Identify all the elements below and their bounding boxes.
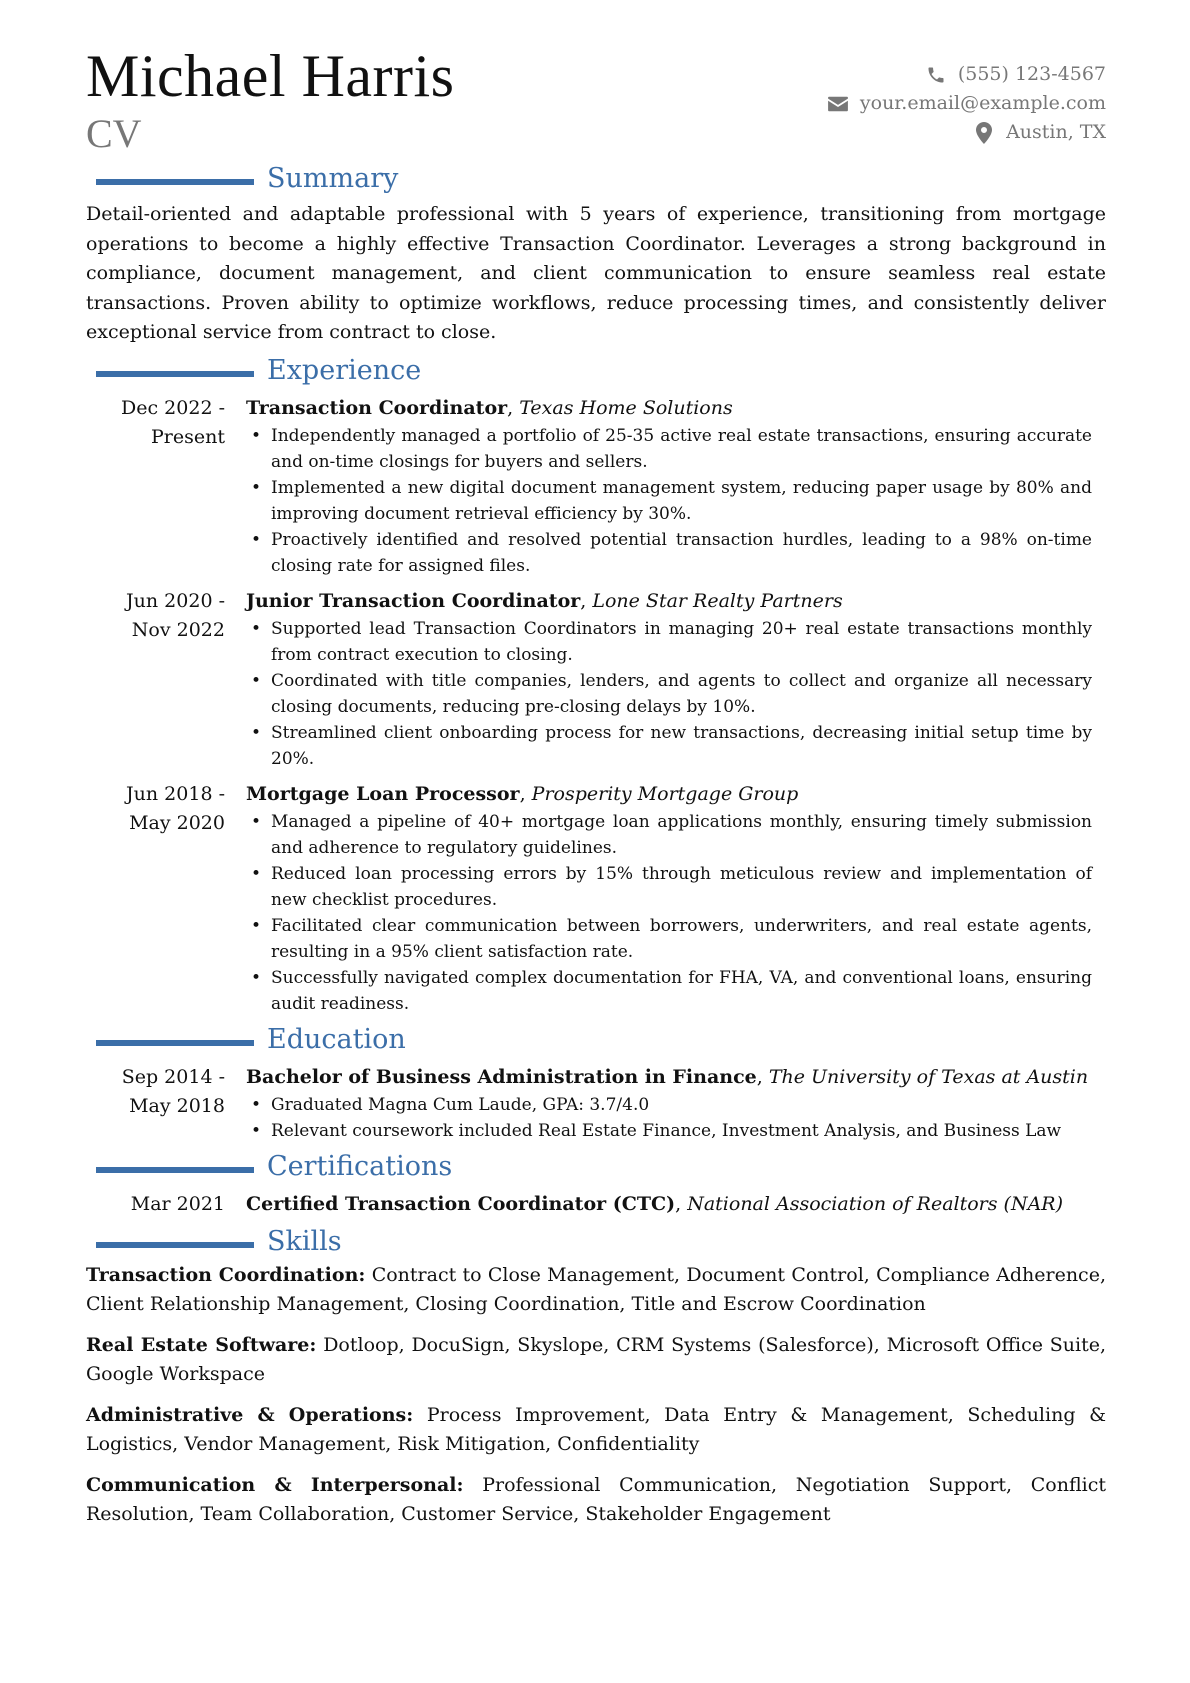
- summary-heading: [86, 164, 1106, 198]
- list-item: • Managed a pipeline of 40+ mortgage loan applications monthly, ensuring timely submission and adherence to regulatory guidelines.: [246, 809, 1106, 861]
- list-item: • Proactively identified and resolved potential transaction hurdles, leading to a 98% on-time closing rate for assigned files.: [246, 527, 1106, 579]
- section-rule: [96, 1242, 254, 1248]
- list-item: • Coordinated with title companies, lenders, and agents to collect and organize all necessary closing documents, reducing pre-closing delays by 10%.: [246, 668, 1106, 720]
- contact-info: [824, 60, 1106, 147]
- list-item: • Reduced loan processing errors by 15% through meticulous review and implementation of new checklist procedures.: [246, 861, 1106, 913]
- skill-label: Transaction Coordination:: [86, 1263, 366, 1286]
- job-title: Transaction Coordinator: [246, 396, 508, 419]
- skill-group: [86, 1401, 1106, 1459]
- list-item: • Streamlined client onboarding process for new transactions, decreasing initial setup time by 20%.: [246, 720, 1106, 772]
- experience-heading: [86, 356, 1106, 390]
- bullet-list: [246, 1092, 1106, 1144]
- entry-date: Dec 2022 - Present: [121, 396, 225, 448]
- section-title: Education: [267, 1023, 406, 1055]
- entry-date: Jun 2020 - Nov 2022: [126, 589, 225, 641]
- entry-heading: Certified Transaction Coordinator (CTC), National Association of Realtors (NAR): [246, 1192, 1064, 1215]
- envelope-icon: [824, 95, 852, 113]
- section-rule: [96, 179, 254, 185]
- phone-icon: [922, 65, 950, 85]
- entry-date: Mar 2021: [130, 1192, 225, 1215]
- contact-location: [824, 118, 1106, 147]
- skill-group: [86, 1261, 1106, 1319]
- skill-label: Administrative & Operations:: [86, 1403, 414, 1426]
- location-text: Austin, TX: [1006, 121, 1106, 143]
- education-heading: [86, 1025, 1106, 1059]
- skills-heading: [86, 1227, 1106, 1261]
- list-item: • Relevant coursework included Real Estate Finance, Investment Analysis, and Business Law: [246, 1118, 1106, 1144]
- skill-text: Contract to Close Management, Document Control, Compliance Adherence, Client Relationship Management, Closing Coordination, Title and Escrow Coordination: [86, 1263, 1106, 1315]
- list-item: • Independently managed a portfolio of 25-35 active real estate transactions, ensuring accurate and on-time closings for buyers and sellers.: [246, 423, 1106, 475]
- education-entry: [86, 1063, 1106, 1144]
- contact-phone: [824, 60, 1106, 89]
- experience-entry: [86, 780, 1106, 1017]
- email-address[interactable]: your.email@example.com: [859, 92, 1106, 114]
- entry-date: Jun 2018 - May 2020: [126, 782, 225, 834]
- issuer: National Association of Realtors (NAR): [687, 1192, 1064, 1215]
- document-subtitle: CV: [86, 111, 142, 156]
- job-title: Mortgage Loan Processor: [246, 782, 520, 805]
- summary-text: Detail-oriented and adaptable professional with 5 years of experience, transitioning from mortgage operations to become a highly effective Transaction Coordinator. Leverages a strong background in compliance, document management, and client communication to ensure seamless real estate transactions. Proven ability to optimize workflows, reduce processing times, and consistently deliver exceptional service from contract to close.: [86, 203, 1106, 343]
- section-rule: [96, 1167, 254, 1173]
- list-item: • Successfully navigated complex documentation for FHA, VA, and conventional loans, ensuring audit readiness.: [246, 965, 1106, 1017]
- skill-text: Professional Communication, Negotiation Support, Conflict Resolution, Team Collaboration, Customer Service, Stakeholder Engagement: [86, 1473, 1107, 1525]
- skill-group: [86, 1331, 1106, 1389]
- map-pin-icon: [970, 122, 998, 144]
- skill-text: Dotloop, DocuSign, Skyslope, CRM Systems (Salesforce), Microsoft Office Suite, Google Workspace: [86, 1333, 1107, 1385]
- skill-label: Communication & Interpersonal:: [86, 1473, 464, 1496]
- section-rule: [96, 1040, 254, 1046]
- bullet-list: [246, 423, 1106, 579]
- employer: Texas Home Solutions: [519, 396, 733, 419]
- candidate-name: Michael Harris: [86, 43, 455, 109]
- institution: The University of Texas at Austin: [768, 1065, 1089, 1088]
- employer: Prosperity Mortgage Group: [531, 782, 799, 805]
- section-rule: [96, 371, 254, 377]
- certifications-heading: [86, 1152, 1106, 1186]
- list-item: • Facilitated clear communication between borrowers, underwriters, and real estate agents, resulting in a 95% client satisfaction rate.: [246, 913, 1106, 965]
- entry-date: Sep 2014 - May 2018: [121, 1065, 225, 1117]
- section-title: Skills: [267, 1225, 342, 1257]
- entry-heading: Mortgage Loan Processor, Prosperity Mortgage Group: [246, 782, 799, 805]
- section-title: Certifications: [267, 1150, 453, 1182]
- skill-text: Process Improvement, Data Entry & Management, Scheduling & Logistics, Vendor Management, Risk Mitigation, Confidentiality: [86, 1403, 1106, 1455]
- skill-group: [86, 1471, 1106, 1529]
- section-title: Summary: [267, 163, 399, 194]
- skill-label: Real Estate Software:: [86, 1333, 317, 1356]
- resume-page: [86, 40, 1106, 1541]
- job-title: Junior Transaction Coordinator: [246, 589, 581, 612]
- experience-entry: [86, 394, 1106, 579]
- section-title: Experience: [267, 354, 422, 386]
- degree-title: Bachelor of Business Administration in Finance: [246, 1065, 757, 1088]
- certification-entry: [86, 1190, 1106, 1219]
- bullet-list: [246, 616, 1106, 772]
- list-item: • Implemented a new digital document management system, reducing paper usage by 80% and improving document retrieval efficiency by 30%.: [246, 475, 1106, 527]
- employer: Lone Star Realty Partners: [592, 589, 843, 612]
- resume-header: [86, 43, 1106, 164]
- contact-email: [824, 89, 1106, 118]
- list-item: • Supported lead Transaction Coordinators in managing 20+ real estate transactions monthly from contract execution to closing.: [246, 616, 1106, 668]
- entry-heading: Bachelor of Business Administration in Finance, The University of Texas at Austin: [246, 1065, 1089, 1088]
- phone-number[interactable]: (555) 123-4567: [957, 63, 1106, 85]
- experience-entry: [86, 587, 1106, 772]
- entry-heading: Junior Transaction Coordinator, Lone Star Realty Partners: [246, 589, 843, 612]
- bullet-list: [246, 809, 1106, 1017]
- certification-title: Certified Transaction Coordinator (CTC): [246, 1192, 676, 1215]
- list-item: • Graduated Magna Cum Laude, GPA: 3.7/4.0: [246, 1092, 1106, 1118]
- entry-heading: Transaction Coordinator, Texas Home Solutions: [246, 396, 733, 419]
